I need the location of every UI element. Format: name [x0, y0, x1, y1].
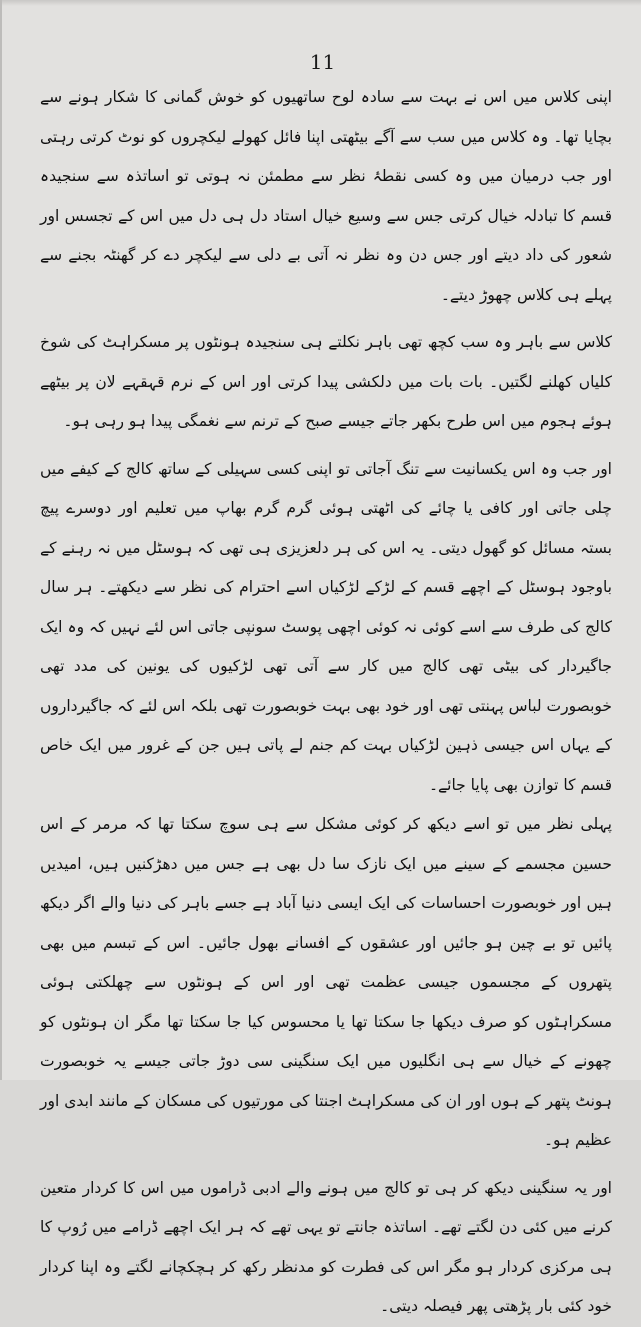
paragraph-5: اور یہ سنگینی دیکھ کر ہی تو کالج میں ہونے والے ادبی ڈراموں میں اس کا کردار متعین کرنے میں کئی دن لگتے تھے۔ اساتذہ جانتے تو یہی تھے کہ ہر ایک اچھے ڈرامے میں رُوپ کا ہی مرکزی کردار ہو مگر اس کی فطرت کو مدنظر رکھ کر ہچکچانے لگتے وہ اپنا کردار خود کئی بار پڑھتی پھر فیصلہ دیتی۔: [40, 1178, 612, 1315]
paragraph-2: کلاس سے باہر وہ سب کچھ تھی باہر نکلتے ہی سنجیدہ ہونٹوں پر مسکراہٹ کی شوخ کلیاں کھلنے لگتیں۔ بات بات میں دلکشی پیدا کرتی اور اس کے نرم قہقہے لان پر بیٹھے ہوئے ہجوم میں اس طرح بکھر جاتے جیسے صبح کے ترنم سے نغمگی پیدا ہو رہی ہو۔: [40, 333, 612, 430]
paragraph-1: اپنی کلاس میں اس نے بہت سے سادہ لوح ساتھیوں کو خوش گمانی کا شکار ہونے سے بچایا تھا۔ وہ کلاس میں سب سے آگے بیٹھتی اپنا فائل کھولے لیکچروں کو نوٹ کرتی رہتی اور جب درمیان میں وہ کسی نقطۂ نظر سے مطمئن نہ ہوتی تو اساتذہ سے سنجیدہ قسم کا تبادلہ خیال کرتی جس سے وسیع خیال استاد دل ہی دل میں اس کے تجسس اور شعور کی داد دیتے اور جس دن وہ نظر نہ آتی بے دلی سے لیکچر دے کر گھنٹہ بجنے سے پہلے ہی کلاس چھوڑ دیتے۔: [40, 88, 612, 304]
paragraph-4: پہلی نظر میں تو اسے دیکھ کر کوئی مشکل سے ہی سوچ سکتا تھا کہ مرمر کے اس حسین مجسمے کے سینے میں ایک نازک سا دل بھی ہے جس میں دھڑکنیں ہیں، امیدیں ہیں اور خوبصورت احساسات کی ایک ایسی دنیا آباد ہے جسے باہر کی دنیا والے اگر دیکھ پائیں تو بے چین ہو جائیں اور عشقوں کے افسانے بھول جائیں۔ اس کے تبسم میں بھی پتھروں کے مجسموں جیسی عظمت تھی اور اس کے ہونٹوں سے چھلکتی ہوئی مسکراہٹوں کو صرف دیکھا جا سکتا تھا یا محسوس کیا جا سکتا تھا مگر ان ہونٹوں کو چھونے کے خیال سے ہی انگلیوں میں ایک سنگینی سی دوڑ جاتی جیسے یہ خوبصورت ہونٹ پتھر کے ہوں اور ان کی مسکراہٹ اجنتا کی مورتیوں کی مسکان کے مانند ابدی اور عظیم ہو۔: [40, 815, 612, 1149]
page-number: 11: [309, 50, 336, 74]
scan-edge: [2, 0, 641, 6]
body-text: [40, 78, 612, 1327]
paragraph-3: اور جب وہ اس یکسانیت سے تنگ آجاتی تو اپنی کسی سہیلی کے ساتھ کالج کے کیفے میں چلی جاتی اور کافی یا چائے کی اٹھتی ہوئی گرم گرم بھاپ میں تعلیم اور دوسرے پیچ بستہ مسائل کو گھول دیتی۔ یہ اس کی ہر دلعزیزی ہی تھی کہ ہوسٹل میں نہ رہنے کے باوجود ہوسٹل کے اچھے قسم کے لڑکے لڑکیاں اسے احترام کی نظر سے دیکھتے۔ ہر سال کالج کی طرف سے اسے کوئی نہ کوئی اچھی پوسٹ سونپی جاتی اس لئے نہیں کہ وہ ایک جاگیردار کی بیٹی تھی کالج میں کار سے آتی تھی لڑکیوں کی یونین کی مدد تھی خوبصورت لباس پہنتی تھی اور خود بھی بہت خوبصورت تھی بلکہ اس لئے کہ جاگیرداروں کے یہاں اس جیسی ذہین لڑکیاں بہت کم جنم لے پاتی ہیں جن کے غرور میں ایک خاص قسم کا توازن بھی پایا جائے۔: [40, 459, 612, 794]
